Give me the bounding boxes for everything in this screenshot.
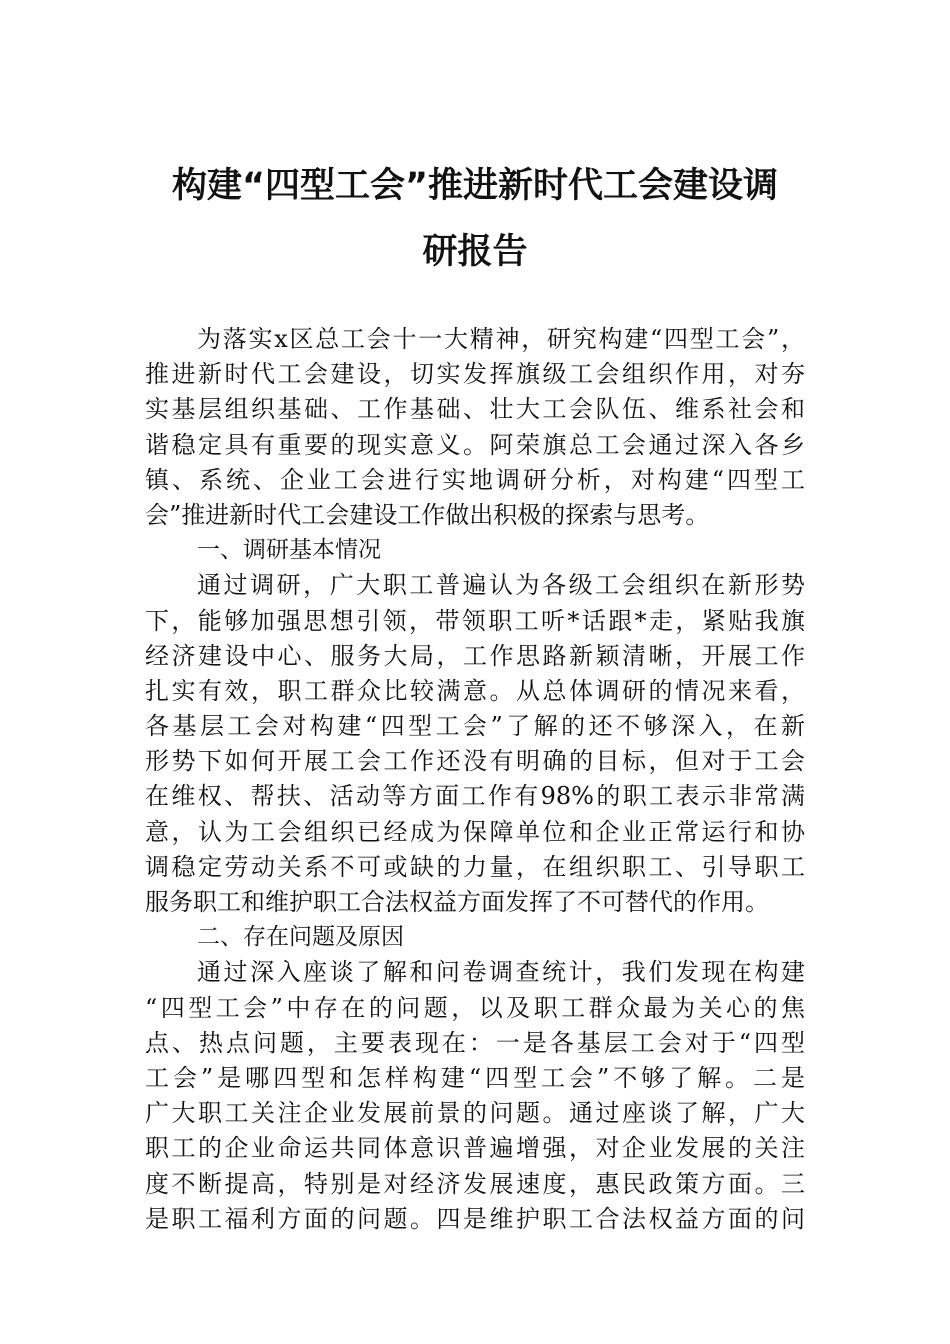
paragraph-line: 在维权、帮扶、活动等方面工作有98%的职工表示非常满 (145, 782, 805, 811)
document-title-line-1: 构建“四型工会”推进新时代工会建设调 (171, 166, 778, 206)
paragraph-line: 形势下如何开展工会工作还没有明确的目标，但对于工会 (145, 747, 805, 776)
paragraph-line: 下，能够加强思想引领，带领职工听*话跟*走，紧贴我旗 (145, 606, 805, 635)
paragraph-line: 经济建设中心、服务大局，工作思路新颖清晰，开展工作 (145, 641, 805, 670)
paragraph-line: 广大职工关注企业发展前景的问题。通过座谈了解，广大 (145, 1099, 805, 1128)
paragraph-line: 度不断提高，特别是对经济发展速度，惠民政策方面。三 (145, 1169, 805, 1198)
paragraph-line: 扎实有效，职工群众比较满意。从总体调研的情况来看， (145, 676, 805, 705)
paragraph-line: 调稳定劳动关系不可或缺的力量，在组织职工、引导职工 (145, 852, 805, 881)
paragraph-line: 谐稳定具有重要的现实意义。阿荣旗总工会通过深入各乡 (145, 430, 805, 459)
paragraph-line: 镇、系统、企业工会进行实地调研分析，对构建“四型工 (145, 465, 805, 494)
document-body (145, 322, 805, 1237)
paragraph-line: 意，认为工会组织已经成为保障单位和企业正常运行和协 (145, 817, 805, 846)
paragraph-line: 通过调研，广大职工普遍认为各级工会组织在新形势 (197, 571, 805, 600)
paragraph-line: 通过深入座谈了解和问卷调查统计，我们发现在构建 (197, 958, 805, 987)
paragraph-line: 工会”是哪四型和怎样构建“四型工会”不够了解。二是 (145, 1063, 805, 1092)
paragraph-line: 实基层组织基础、工作基础、壮大工会队伍、维系社会和 (145, 395, 805, 424)
paragraph-line: 会”推进新时代工会建设工作做出积极的探索与思考。 (145, 500, 710, 529)
section-heading-1: 一、调研基本情况 (197, 537, 381, 564)
paragraph-line: 职工的企业命运共同体意识普遍增强，对企业发展的关注 (145, 1134, 805, 1163)
document-title-line-2: 研报告 (422, 232, 528, 272)
paragraph-line: 各基层工会对构建“四型工会”了解的还不够深入，在新 (145, 712, 805, 741)
paragraph-line: 点、热点问题，主要表现在：一是各基层工会对于“四型 (145, 1028, 805, 1057)
paragraph-line: 推进新时代工会建设，切实发挥旗级工会组织作用，对夯 (145, 360, 805, 389)
paragraph-line: 是职工福利方面的问题。四是维护职工合法权益方面的问 (145, 1204, 805, 1233)
paragraph-line: 为落实x区总工会十一大精神，研究构建“四型工会”， (197, 325, 805, 353)
paragraph-line: “四型工会”中存在的问题，以及职工群众最为关心的焦 (145, 993, 805, 1022)
section-heading-2: 二、存在问题及原因 (197, 924, 404, 951)
paragraph-line: 服务职工和维护职工合法权益方面发挥了不可替代的作用。 (145, 888, 769, 916)
